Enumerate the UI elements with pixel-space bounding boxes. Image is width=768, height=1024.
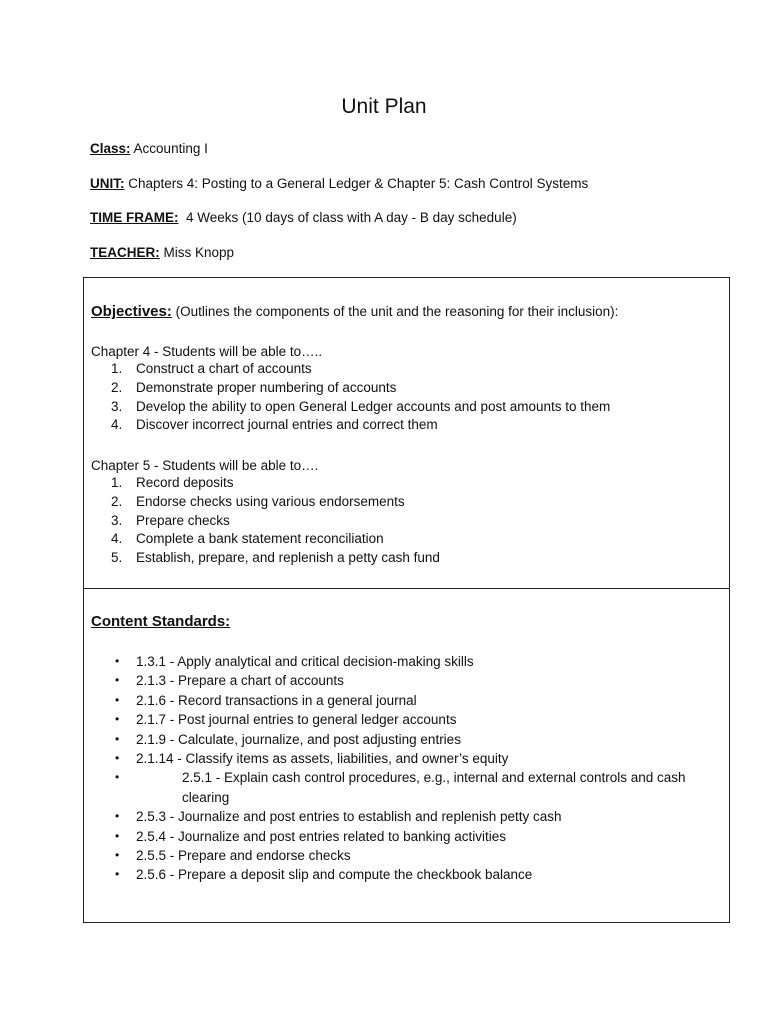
class-label: Class: — [90, 141, 131, 156]
content-standards-section — [83, 588, 730, 923]
list-item: • 2.5.4 - Journalize and post entries related to banking activities — [91, 827, 721, 846]
unit-value: Chapters 4: Posting to a General Ledger & Chapter 5: Cash Control Systems — [128, 176, 589, 191]
standards-heading-line — [91, 613, 230, 631]
timeframe-value: 4 Weeks (10 days of class with A day - B day schedule) — [186, 210, 517, 225]
standards-list — [91, 652, 721, 885]
teacher-label: TEACHER: — [90, 245, 160, 260]
teacher-line — [90, 244, 234, 262]
unit-label: UNIT: — [90, 176, 125, 191]
objectives-description: (Outlines the components of the unit and the reasoning for their inclusion): — [175, 304, 619, 319]
standards-heading: Content Standards: — [91, 613, 231, 630]
class-line — [90, 140, 208, 158]
list-item: • 2.1.9 - Calculate, journalize, and post adjusting entries — [91, 730, 721, 749]
list-item: • 2.1.14 - Classify items as assets, liabilities, and owner’s equity — [91, 749, 721, 768]
bullet-icon: • — [115, 848, 120, 863]
timeframe-line — [90, 209, 517, 227]
teacher-value: Miss Knopp — [163, 245, 235, 260]
list-item: • 2.1.6 - Record transactions in a general journal — [91, 691, 721, 710]
objectives-heading: Objectives: — [91, 303, 172, 320]
list-item: • 2.5.1 - Explain cash control procedures, e.g., internal and external controls and cash clearing — [115, 770, 686, 805]
objectives-heading-line — [91, 303, 618, 321]
unit-line — [90, 175, 588, 193]
bullet-icon: • — [115, 828, 120, 843]
list-item: • 2.1.3 - Prepare a chart of accounts — [91, 671, 721, 690]
bullet-icon: • — [115, 867, 120, 882]
list-item: • 2.1.7 - Post journal entries to general ledger accounts — [91, 710, 721, 729]
class-value: Accounting I — [133, 141, 208, 156]
timeframe-label: TIME FRAME: — [90, 210, 179, 225]
bullet-icon: • — [115, 731, 120, 746]
chapter5-intro: Chapter 5 - Students will be able to…. — [91, 458, 319, 473]
list-item: • 2.5.3 - Journalize and post entries to establish and replenish petty cash — [91, 807, 721, 826]
page-title: Unit Plan — [341, 95, 427, 118]
list-item: • 2.5.5 - Prepare and endorse checks — [91, 846, 721, 865]
bullet-icon: • — [115, 809, 120, 824]
bullet-icon: • — [115, 692, 120, 707]
list-item: • 1.3.1 - Apply analytical and critical decision-making skills — [91, 652, 721, 671]
bullet-icon: • — [115, 751, 120, 766]
bullet-icon: • — [115, 654, 120, 668]
objectives-section: Objectives: (Outlines the components of the unit and the reasoning for their inclusion): Chapter 4 - Students will be able to….. 1. Construct a chart of accounts 2. Demonstrate proper numbering of accounts 3. Develop the ability to open General Ledger accounts and post amounts to them 4. Discover incorrect journal entries and correct them Chapter 5 - Students will be able to…. 1. Record deposits 2. Endorse checks using various endorsements 3. Prepare checks 4. Complete a bank statement reconciliation 5. Establish, prepare, and replenish a petty cash fund — [83, 277, 730, 589]
chapter4-intro: Chapter 4 - Students will be able to….. — [91, 344, 323, 359]
bullet-icon: • — [115, 712, 120, 727]
bullet-icon: • — [115, 770, 120, 785]
list-item: • 2.5.6 - Prepare a deposit slip and compute the checkbook balance — [91, 865, 721, 884]
bullet-icon: • — [115, 673, 120, 688]
